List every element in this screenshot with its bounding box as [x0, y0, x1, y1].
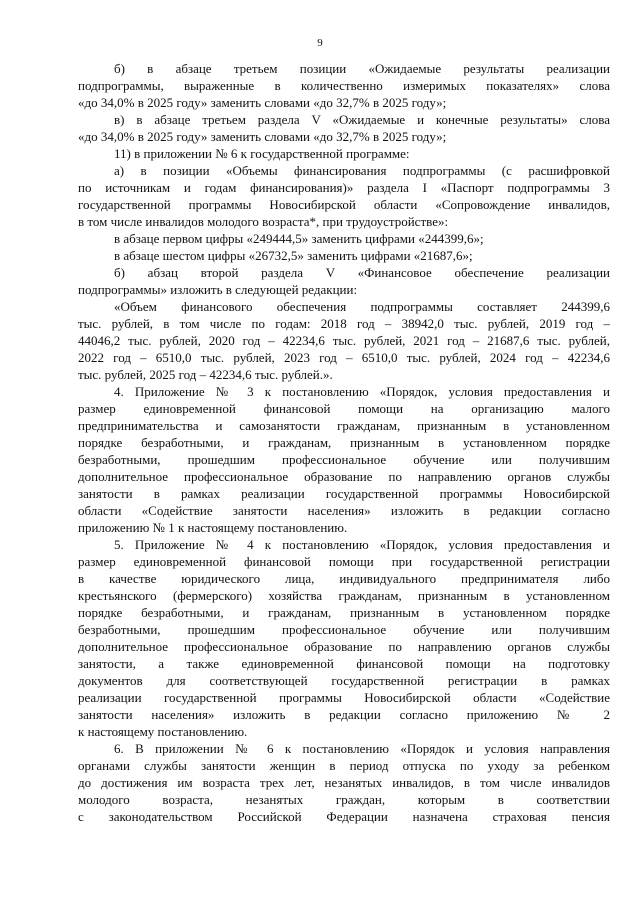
text-line: приложению № 1 к настоящему постановлению. — [78, 520, 348, 535]
text-line: подпрограммы, выраженные в количественно измеримых показателях» слова — [78, 78, 610, 93]
text-line: области «Содействие занятости населения» изложить в редакции согласно — [78, 503, 610, 518]
text-line: реализации государственной программы Новосибирской области «Содействие — [78, 690, 610, 705]
text-line: тыс. рублей, в том числе по годам: 2018 год – 38942,0 тыс. рублей, 2019 год – — [78, 316, 610, 331]
text-line: подпрограммы» изложить в следующей редакции: — [78, 282, 358, 297]
text-line: размер единовременной финансовой помощи при государственной регистрации — [78, 554, 610, 569]
text-line: дополнительное профессиональное образование по направлению органов службы — [78, 469, 610, 484]
text-line: в том числе инвалидов молодого возраста*, при трудоустройстве»: — [78, 214, 449, 229]
text-line: государственной программы Новосибирской области «Сопровождение инвалидов, — [78, 197, 610, 212]
text-line: б) в абзаце третьем позиции «Ожидаемые результаты реализации — [114, 61, 610, 76]
text-line: безработными, прошедшим профессиональное обучение или получившим — [78, 452, 610, 467]
text-line: тыс. рублей, 2025 год – 42234,6 тыс. рублей.». — [78, 367, 333, 382]
text-line: в качестве юридического лица, индивидуального предпринимателя либо — [78, 571, 610, 586]
text-line: 4. Приложение № 3 к постановлению «Порядок, условия предоставления и — [114, 384, 610, 399]
text-line: занятости населения» изложить в редакции согласно приложению № 2 — [78, 707, 610, 722]
text-line: в абзаце шестом цифры «26732,5» заменить цифрами «21687,6»; — [114, 248, 473, 263]
text-line: размер единовременной финансовой помощи на организацию малого — [78, 401, 610, 416]
text-line: порядке безработными, и гражданам, признанным в установленном порядке — [78, 605, 610, 620]
text-line: дополнительное профессиональное образование по направлению органов службы — [78, 639, 610, 654]
text-line: 11) в приложении № 6 к государственной программе: — [114, 146, 410, 161]
text-line: 6. В приложении № 6 к постановлению «Порядок и условия направления — [114, 741, 610, 756]
text-line: крестьянского (фермерского) хозяйства гражданам, признанным в установленном — [78, 588, 610, 603]
text-line: 44046,2 тыс. рублей, 2020 год – 42234,6 тыс. рублей, 2021 год – 21687,6 тыс. рублей, — [78, 333, 610, 348]
text-line: «до 34,0% в 2025 году» заменить словами «до 32,7% в 2025 году»; — [78, 95, 447, 110]
text-line: по источникам и годам финансирования)» раздела I «Паспорт подпрограммы 3 — [78, 180, 610, 195]
text-line: а) в позиции «Объемы финансирования подпрограммы (с расшифровкой — [114, 163, 610, 178]
text-line: с законодательством Российской Федерации назначена страховая пенсия — [78, 809, 610, 824]
text-line: к настоящему постановлению. — [78, 724, 248, 739]
text-line: органами службы занятости женщин в период отпуска по уходу за ребенком — [78, 758, 610, 773]
text-line: в абзаце первом цифры «249444,5» заменить цифрами «244399,6»; — [114, 231, 484, 246]
text-line: 2022 год – 6510,0 тыс. рублей, 2023 год – 6510,0 тыс. рублей, 2024 год – 42234,6 — [78, 350, 610, 365]
text-line: «Объем финансового обеспечения подпрограммы составляет 244399,6 — [114, 299, 610, 314]
text-line: предпринимательства и самозанятости гражданам, признанным в установленном — [78, 418, 610, 433]
page-number: 9 — [317, 37, 323, 49]
text-line: «до 34,0% в 2025 году» заменить словами «до 32,7% в 2025 году»; — [78, 129, 447, 144]
text-line: документов для соответствующей государственной регистрации в рамках — [78, 673, 610, 688]
text-line: порядке безработными, и гражданам, признанным в установленном порядке — [78, 435, 610, 450]
text-line: б) абзац второй раздела V «Финансовое обеспечение реализации — [114, 265, 610, 280]
text-line: безработными, прошедшим профессиональное обучение или получившим — [78, 622, 610, 637]
text-line: в) в абзаце третьем раздела V «Ожидаемые и конечные результаты» слова — [114, 112, 610, 127]
text-line: молодого возраста, незанятых граждан, которым в соответствии — [78, 792, 610, 807]
text-line: до достижения им возраста трех лет, незанятых инвалидов, в том числе инвалидов — [78, 775, 610, 790]
text-line: занятости в рамках реализации государственной программы Новосибирской — [78, 486, 610, 501]
text-line: 5. Приложение № 4 к постановлению «Порядок, условия предоставления и — [114, 537, 610, 552]
document-body — [78, 60, 610, 825]
text-line: занятости, а также единовременной финансовой помощи на подготовку — [78, 656, 610, 671]
